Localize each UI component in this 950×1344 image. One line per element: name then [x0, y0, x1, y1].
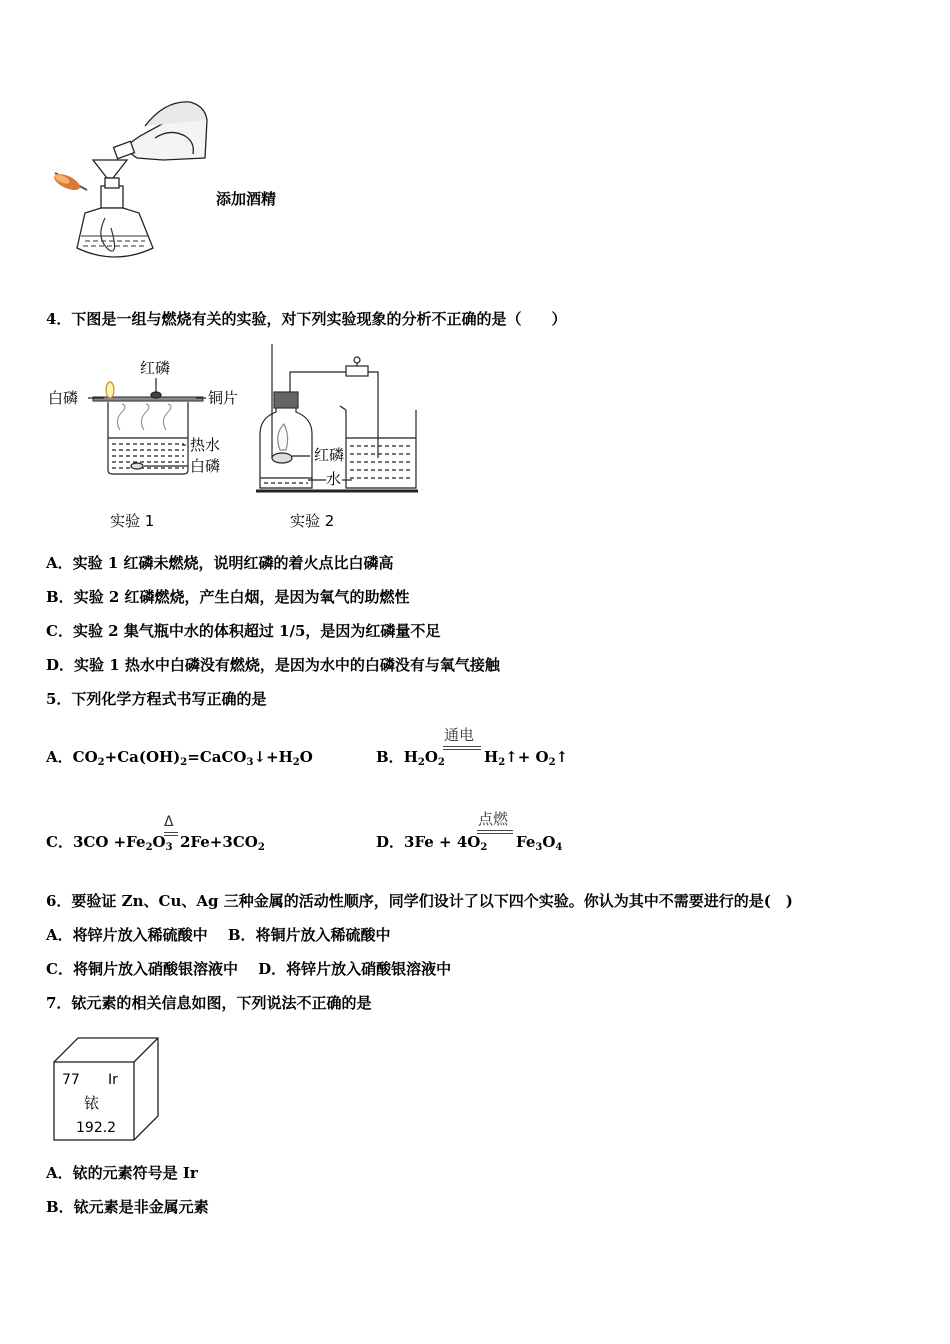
exp1-red-phosphorus-label: 红磷	[140, 359, 171, 377]
q5-option-d-products: $Fe_3O_4$	[516, 833, 563, 853]
q5-option-b: B．$H_2O_2$	[376, 748, 445, 768]
exp1-caption: 实验 1	[110, 512, 155, 530]
q5-c-condition: Δ	[164, 814, 174, 830]
q5-b-double-line	[443, 746, 481, 750]
alcohol-lamp-illustration	[45, 98, 215, 270]
q5-option-c: C．$3CO +Fe_2O_3$	[46, 833, 173, 853]
exp1-white-phosphorus-water-label: 白磷	[190, 457, 221, 475]
q5-c-double-line	[164, 832, 178, 836]
q4-option-c: C．实验 2 集气瓶中水的体积超过 1/5，是因为红磷量不足	[46, 622, 441, 640]
q5-option-b-products: $H_2↑+$ $O_2↑$	[484, 748, 569, 768]
element-symbol: Ir	[108, 1072, 118, 1088]
q5-d-double-line	[477, 830, 513, 834]
q6-options-line1: A．将锌片放入稀硫酸中 B．将铜片放入稀硫酸中	[46, 926, 391, 944]
experiment-1-apparatus	[88, 378, 206, 474]
q6-stem: 6．要验证 Zn、Cu、Ag 三种金属的活动性顺序，同学们设计了以下四个实验。你认为其中不需要进行的是( )	[46, 892, 793, 910]
element-name: 铱	[84, 1094, 100, 1112]
q5-b-condition: 通电	[444, 726, 475, 744]
q5-option-d: D．$3Fe + 4O_2$	[376, 833, 488, 853]
element-atomic-number: 77	[62, 1072, 80, 1088]
q7-stem: 7．铱元素的相关信息如图，下列说法不正确的是	[46, 994, 372, 1012]
exp2-water-label: 水	[326, 470, 342, 488]
experiment-2-apparatus	[256, 344, 418, 491]
q4-option-b: B．实验 2 红磷燃烧，产生白烟，是因为氧气的助燃性	[46, 588, 410, 606]
q4-stem: 4．下图是一组与燃烧有关的实验，对下列实验现象的分析不正确的是（ ）	[46, 310, 567, 328]
q4-option-a: A．实验 1 红磷未燃烧，说明红磷的着火点比白磷高	[46, 554, 394, 572]
exp1-white-phosphorus-top-label: 白磷	[48, 389, 79, 407]
q5-d-condition: 点燃	[478, 810, 509, 828]
q3-option-d-label: 添加酒精	[216, 190, 277, 208]
exp1-copper-label: 铜片	[208, 389, 239, 407]
q5-option-c-products: $2Fe+3CO_2$	[180, 833, 265, 853]
q6-options-line2: C．将铜片放入硝酸银溶液中 D．将锌片放入硝酸银溶液中	[46, 960, 452, 978]
q5-option-a: A．$CO_2+Ca(OH)_2=CaCO_3↓+H_2O$	[46, 748, 313, 768]
q5-stem: 5．下列化学方程式书写正确的是	[46, 690, 267, 708]
exp1-hot-water-label: 热水	[190, 436, 221, 454]
combustion-experiments-figure	[48, 338, 428, 538]
q4-option-d: D．实验 1 热水中白磷没有燃烧，是因为水中的白磷没有与氧气接触	[46, 656, 500, 674]
element-atomic-mass: 192.2	[76, 1120, 117, 1136]
q7-option-a: A．铱的元素符号是 Ir	[46, 1164, 198, 1182]
exp2-red-phosphorus-label: 红磷	[314, 446, 345, 464]
exp2-caption: 实验 2	[290, 512, 335, 530]
iridium-element-card	[52, 1036, 162, 1144]
q7-option-b: B．铱元素是非金属元素	[46, 1198, 209, 1216]
